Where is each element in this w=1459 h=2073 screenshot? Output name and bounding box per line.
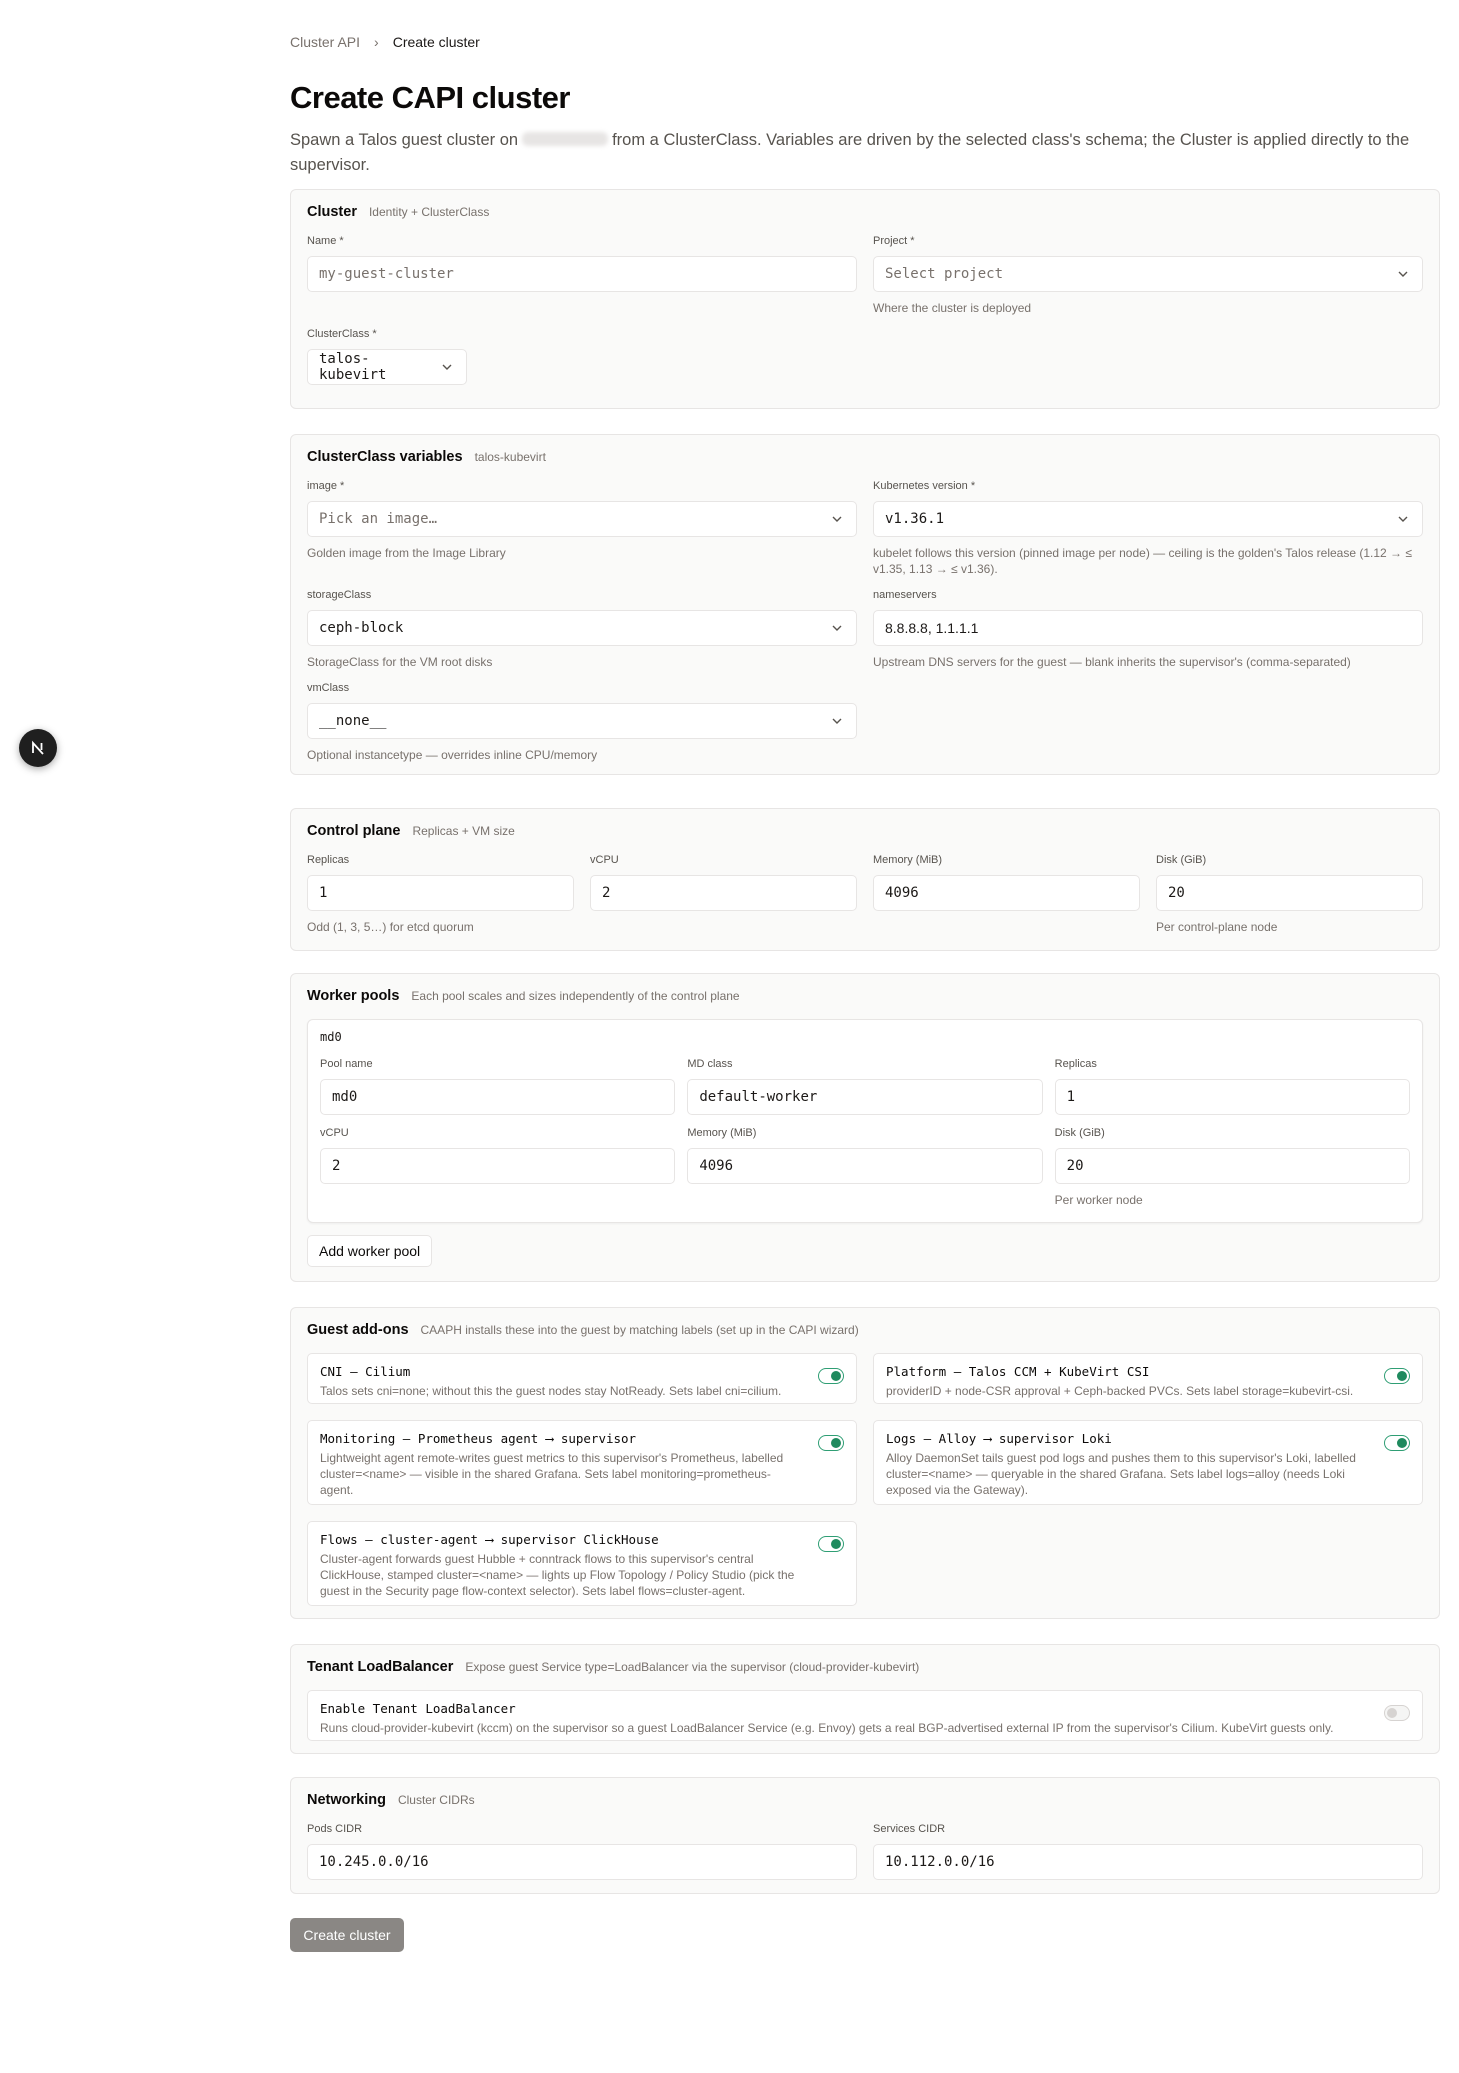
addon-title: Flows — cluster-agent ⟶ supervisor ClickHouse (320, 1532, 659, 1547)
cp-replicas-label: Replicas (307, 854, 350, 866)
addon-cni-toggle[interactable] (818, 1368, 844, 1384)
pool-disk-input[interactable]: 20 (1055, 1148, 1410, 1184)
chevron-down-icon (830, 512, 844, 526)
toggle-knob (1397, 1371, 1407, 1381)
pods-cidr-label: Pods CIDR (307, 1823, 363, 1835)
pool-replicas-label: Replicas (1054, 1058, 1097, 1070)
pool-disk-hint: Per worker node (1054, 1193, 1143, 1207)
addon-monitoring (307, 1420, 857, 1505)
tenant-loadbalancer-option (307, 1690, 1423, 1741)
addon-description: Talos sets cni=none; without this the guest nodes stay NotReady. Sets label cni=cilium. (320, 1384, 782, 1398)
cluster-name-input[interactable]: my-guest-cluster (307, 256, 857, 292)
cp-vcpu-label: vCPU (590, 854, 619, 866)
card-subtitle: Cluster CIDRs (397, 1793, 475, 1807)
addon-flows (307, 1521, 857, 1606)
create-cluster-button[interactable]: Create cluster (290, 1918, 404, 1952)
page (290, 30, 1440, 1943)
addon-description: Cluster-agent forwards guest Hubble + conntrack flows to this supervisor's central ClickHouse, stamped cluster=<name> — lights up Flow Topology / Policy Studio (pick the guest in the Security page flow-context selector). Sets label flows=cluster-agent. (320, 1552, 795, 1598)
clusterclass-select[interactable] (307, 349, 467, 385)
control-plane-card (290, 808, 1440, 951)
pool-replicas-input[interactable]: 1 (1055, 1079, 1410, 1115)
nameservers-input[interactable]: 8.8.8.8, 1.1.1.1 (873, 610, 1423, 646)
cp-memory-label: Memory (MiB) (873, 854, 943, 866)
cp-disk-label: Disk (GiB) (1156, 854, 1207, 866)
toggle-knob (831, 1371, 841, 1381)
addon-title: CNI — Cilium (320, 1364, 411, 1379)
clusterclass-label: ClusterClass * (307, 328, 377, 340)
page-description (290, 128, 1440, 178)
project-select[interactable] (873, 256, 1423, 292)
chevron-down-icon (830, 621, 844, 635)
add-worker-pool-button[interactable]: Add worker pool (307, 1235, 432, 1267)
pool-vcpu-label: vCPU (320, 1127, 349, 1139)
addon-logs-toggle[interactable] (1384, 1435, 1410, 1451)
worker-pool-md0 (307, 1019, 1423, 1223)
breadcrumb-current: Create cluster (392, 34, 480, 50)
card-subtitle: CAAPH installs these into the guest by matching labels (set up in the CAPI wizard) (420, 1323, 859, 1337)
cp-memory-input[interactable]: 4096 (873, 875, 1140, 911)
description-end: from a ClusterClass. Variables are driven by the selected class's schema; the Cluster is applied directly to the supervisor. (290, 131, 1410, 174)
chevron-down-icon (1396, 267, 1410, 281)
card-title: ClusterClass variables (307, 449, 463, 465)
chevron-down-icon (830, 714, 844, 728)
addon-title: Logs — Alloy ⟶ supervisor Loki (886, 1431, 1112, 1446)
image-label: image * (307, 480, 345, 492)
toggle-knob (831, 1438, 841, 1448)
redacted-host (522, 132, 608, 146)
card-subtitle: Identity + ClusterClass (368, 205, 490, 219)
card-title: Cluster (307, 204, 357, 220)
guest-addons-card (290, 1307, 1440, 1619)
image-hint: Golden image from the Image Library (307, 546, 506, 560)
breadcrumb (290, 30, 1440, 54)
nameservers-hint: Upstream DNS servers for the guest — blank inherits the supervisor's (comma-separated) (873, 655, 1351, 669)
breadcrumb-cluster-api-link[interactable]: Cluster API (290, 34, 361, 50)
clusterclass-select-value: talos-kubevirt (319, 351, 387, 383)
vmclass-value: __none__ (319, 713, 387, 729)
nameservers-label: nameservers (873, 589, 937, 601)
nextjs-devtools-badge[interactable] (19, 729, 57, 767)
addon-description: Alloy DaemonSet tails guest pod logs and pushes them to this supervisor's Loki, labelled cluster=<name> — queryable in the shared Grafana. Sets label logs=alloy (needs Loki exposed via the Gateway). (886, 1451, 1356, 1497)
addon-description: Runs cloud-provider-kubevirt (kccm) on the supervisor so a guest LoadBalancer Service (e.g. Envoy) gets a real BGP-advertised external IP from the supervisor's Cilium. KubeVirt guests only. (320, 1721, 1334, 1735)
cp-replicas-hint: Odd (1, 3, 5…) for etcd quorum (307, 920, 474, 934)
pool-vcpu-input[interactable]: 2 (320, 1148, 675, 1184)
vmclass-hint: Optional instancetype — overrides inline CPU/memory (307, 748, 598, 762)
addon-title: Monitoring — Prometheus agent ⟶ supervisor (320, 1431, 637, 1446)
card-title: Worker pools (307, 988, 400, 1004)
kubernetes-version-select[interactable] (873, 501, 1423, 537)
toggle-knob (831, 1539, 841, 1549)
toggle-knob (1387, 1708, 1397, 1718)
storageclass-label: storageClass (307, 589, 372, 601)
pool-name-label: Pool name (320, 1058, 373, 1070)
pool-memory-input[interactable]: 4096 (687, 1148, 1042, 1184)
services-cidr-label: Services CIDR (873, 1823, 946, 1835)
breadcrumb-separator-icon: › (374, 34, 379, 50)
pool-disk-label: Disk (GiB) (1054, 1127, 1105, 1139)
pods-cidr-input[interactable]: 10.245.0.0/16 (307, 1844, 857, 1880)
name-label: Name * (307, 235, 344, 247)
storageclass-value: ceph-block (319, 620, 404, 636)
tenant-loadbalancer-card (290, 1644, 1440, 1754)
addon-platform-toggle[interactable] (1384, 1368, 1410, 1384)
n-logo-icon (29, 739, 47, 757)
toggle-knob (1397, 1438, 1407, 1448)
networking-card (290, 1777, 1440, 1894)
kubernetes-version-label: Kubernetes version * (873, 480, 976, 492)
storageclass-select[interactable] (307, 610, 857, 646)
md-class-input[interactable]: default-worker (687, 1079, 1042, 1115)
kubernetes-version-value: v1.36.1 (885, 511, 945, 527)
card-subtitle: talos-kubevirt (474, 450, 546, 464)
services-cidr-input[interactable]: 10.112.0.0/16 (873, 1844, 1423, 1880)
kubernetes-version-hint: kubelet follows this version (pinned image per node) — ceiling is the golden's Talos release (1.12 → ≤ v1.35, 1.13 → ≤ v1.36). (873, 546, 1412, 576)
description-start: Spawn a Talos guest cluster on (290, 131, 519, 149)
addon-description: providerID + node-CSR approval + Ceph-backed PVCs. Sets label storage=kubevirt-csi. (886, 1384, 1354, 1398)
card-subtitle: Replicas + VM size (412, 824, 515, 838)
worker-pool-header: md0 (320, 1030, 342, 1044)
addon-description: Lightweight agent remote-writes guest metrics to this supervisor's Prometheus, labelled cluster=<name> — visible in the shared Grafana. Sets label monitoring=prometheus-agent. (320, 1451, 784, 1497)
addon-title: Platform — Talos CCM + KubeVirt CSI (886, 1364, 1150, 1379)
card-title: Tenant LoadBalancer (307, 1659, 454, 1675)
card-title: Control plane (307, 823, 401, 839)
storageclass-hint: StorageClass for the VM root disks (307, 655, 493, 669)
card-subtitle: Expose guest Service type=LoadBalancer via the supervisor (cloud-provider-kubevirt) (465, 1660, 920, 1674)
addon-monitoring-toggle[interactable] (818, 1435, 844, 1451)
cluster-card (290, 189, 1440, 409)
vmclass-label: vmClass (307, 682, 350, 694)
card-title: Networking (307, 1792, 386, 1808)
pool-name-input[interactable]: md0 (320, 1079, 675, 1115)
image-select[interactable] (307, 501, 857, 537)
addon-title: Enable Tenant LoadBalancer (320, 1701, 516, 1716)
vmclass-select[interactable] (307, 703, 857, 739)
chevron-down-icon (1396, 512, 1410, 526)
cp-replicas-input[interactable]: 1 (307, 875, 574, 911)
chevron-down-icon (440, 360, 454, 374)
clusterclass-variables-card (290, 434, 1440, 775)
project-hint: Where the cluster is deployed (873, 301, 1032, 315)
project-label: Project * (873, 235, 915, 247)
cp-vcpu-input[interactable]: 2 (590, 875, 857, 911)
md-class-label: MD class (687, 1058, 733, 1070)
card-subtitle: Each pool scales and sizes independently of the control plane (411, 989, 740, 1003)
pool-memory-label: Memory (MiB) (687, 1127, 757, 1139)
worker-pools-card (290, 973, 1440, 1282)
addon-logs (873, 1420, 1423, 1505)
image-select-value: Pick an image… (319, 511, 438, 527)
card-title: Guest add-ons (307, 1322, 409, 1338)
cp-disk-hint: Per control-plane node (1156, 920, 1278, 934)
page-title: Create CAPI cluster (290, 80, 570, 115)
project-select-value: Select project (885, 266, 1004, 282)
cp-disk-input[interactable]: 20 (1156, 875, 1423, 911)
addon-flows-toggle[interactable] (818, 1536, 844, 1552)
tenant-loadbalancer-toggle[interactable] (1384, 1705, 1410, 1721)
addon-cni-cilium (307, 1353, 857, 1404)
addon-platform (873, 1353, 1423, 1404)
